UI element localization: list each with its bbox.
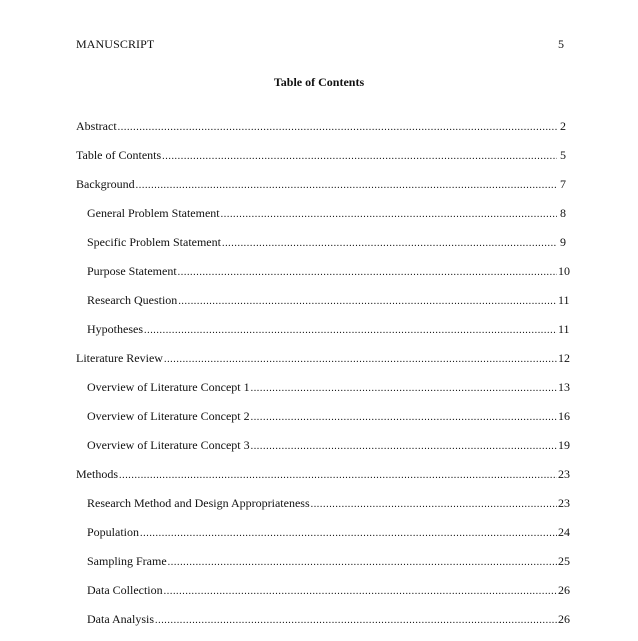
toc-entry-methods xyxy=(76,467,570,496)
toc-entry-label: Specific Problem Statement xyxy=(87,235,221,249)
toc-entry-label: Population xyxy=(87,525,140,539)
toc-entry-hypotheses xyxy=(76,322,570,351)
toc-entry-general-problem-statement xyxy=(76,206,566,235)
toc-entry-page: 11 xyxy=(558,293,570,307)
toc-entry-page: 19 xyxy=(558,438,570,452)
dot-leader xyxy=(155,614,557,628)
dot-leader xyxy=(251,382,557,396)
dot-leader xyxy=(164,585,557,599)
toc-entry-page: 26 xyxy=(558,583,570,597)
toc-entry-page: 13 xyxy=(558,380,570,394)
toc-entry-page: 5 xyxy=(560,148,566,162)
dot-leader xyxy=(251,440,557,454)
toc-entry-page: 10 xyxy=(558,264,570,278)
dot-leader xyxy=(144,324,557,338)
toc-entry-data-collection xyxy=(76,583,570,612)
dot-leader xyxy=(251,411,557,425)
toc-entry-label: Background xyxy=(76,177,135,191)
toc-title: Table of Contents xyxy=(273,75,365,89)
toc-entry-label: Overview of Literature Concept 1 xyxy=(87,380,250,394)
toc-entry-population xyxy=(76,525,570,554)
dot-leader xyxy=(168,556,557,570)
toc-entry-abstract xyxy=(76,119,566,148)
toc-entry-literature-concept-1 xyxy=(76,380,570,409)
toc-entry-page: 9 xyxy=(560,235,566,249)
toc-entry-page: 26 xyxy=(558,612,570,626)
toc-entry-label: General Problem Statement xyxy=(87,206,220,220)
toc-entry-literature-concept-3 xyxy=(76,438,570,467)
dot-leader xyxy=(222,237,557,251)
toc-list xyxy=(76,119,570,641)
toc-entry-page: 24 xyxy=(558,525,570,539)
dot-leader xyxy=(140,527,557,541)
toc-entry-label: Research Method and Design Appropriateness xyxy=(87,496,310,510)
toc-entry-research-method xyxy=(76,496,570,525)
dot-leader xyxy=(178,266,557,280)
toc-entry-label: Overview of Literature Concept 3 xyxy=(87,438,250,452)
toc-entry-sampling-frame xyxy=(76,554,570,583)
toc-entry-background xyxy=(76,177,566,206)
toc-entry-table-of-contents xyxy=(76,148,566,177)
toc-entry-research-question xyxy=(76,293,570,322)
dot-leader xyxy=(311,498,557,512)
toc-entry-label: Overview of Literature Concept 2 xyxy=(87,409,250,423)
dot-leader xyxy=(162,150,557,164)
dot-leader xyxy=(178,295,557,309)
toc-entry-literature-review xyxy=(76,351,570,380)
dot-leader xyxy=(119,469,557,483)
toc-entry-page: 8 xyxy=(560,206,566,220)
toc-entry-label: Research Question xyxy=(87,293,178,307)
dot-leader xyxy=(164,353,557,367)
toc-entry-page: 7 xyxy=(560,177,566,191)
toc-entry-label: Literature Review xyxy=(76,351,163,365)
toc-entry-purpose-statement xyxy=(76,264,570,293)
toc-entry-page: 16 xyxy=(558,409,570,423)
page-number: 5 xyxy=(558,37,564,51)
toc-entry-label: Data Analysis xyxy=(87,612,154,626)
dot-leader xyxy=(118,121,557,135)
toc-entry-label: Table of Contents xyxy=(76,148,162,162)
toc-entry-label: Hypotheses xyxy=(87,322,143,336)
toc-entry-label: Data Collection xyxy=(87,583,163,597)
toc-entry-specific-problem-statement xyxy=(76,235,566,264)
toc-entry-page: 2 xyxy=(560,119,566,133)
toc-entry-literature-concept-2 xyxy=(76,409,570,438)
toc-entry-page: 23 xyxy=(558,467,570,481)
toc-entry-page: 25 xyxy=(558,554,570,568)
toc-entry-page: 11 xyxy=(558,322,570,336)
running-head: MANUSCRIPT xyxy=(76,37,155,51)
dot-leader xyxy=(136,179,557,193)
dot-leader xyxy=(221,208,557,222)
toc-entry-page: 12 xyxy=(558,351,570,365)
toc-entry-label: Methods xyxy=(76,467,118,481)
toc-entry-data-analysis xyxy=(76,612,570,641)
toc-entry-page: 23 xyxy=(558,496,570,510)
toc-entry-label: Abstract xyxy=(76,119,117,133)
toc-entry-label: Purpose Statement xyxy=(87,264,177,278)
toc-entry-label: Sampling Frame xyxy=(87,554,167,568)
